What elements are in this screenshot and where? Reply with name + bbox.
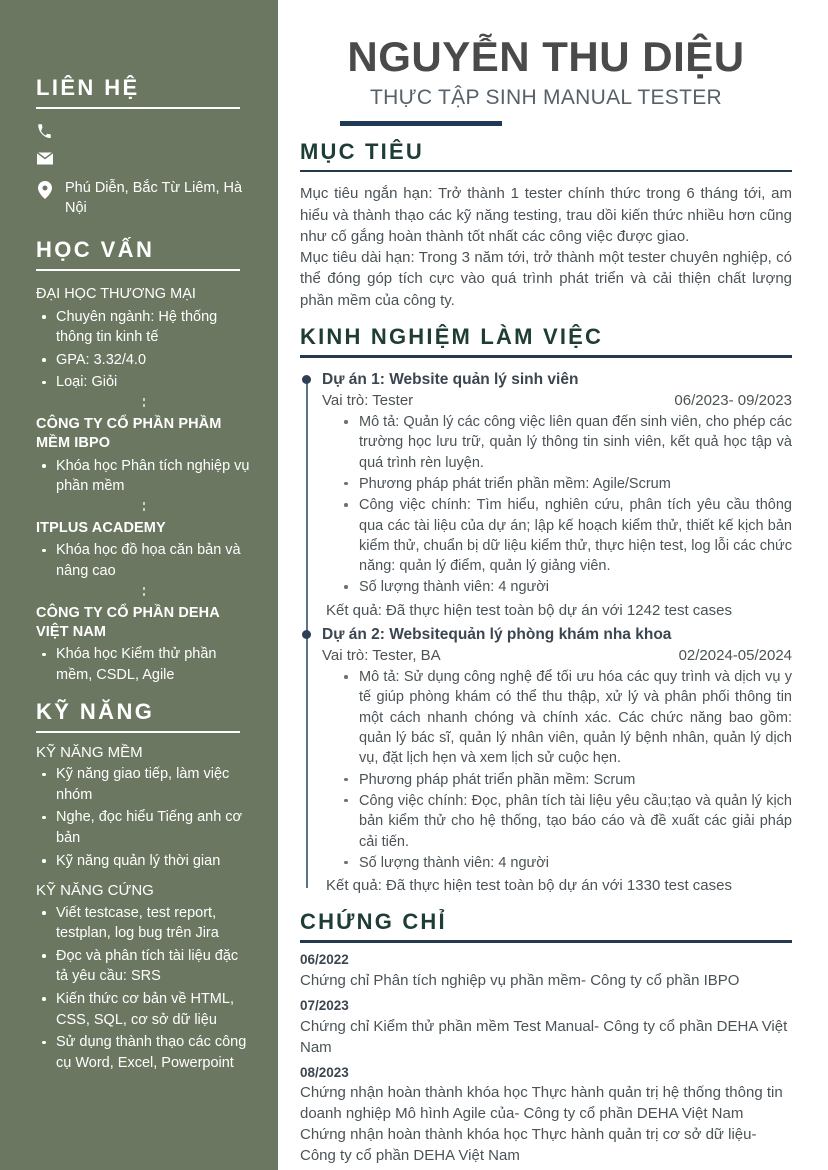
project-result: Kết quả: Đã thực hiện test toàn bộ dự án với 1330 test cases	[326, 877, 732, 895]
education-org: ITPLUS ACADEMY	[36, 519, 166, 536]
education-org: CÔNG TY CỔ PHẦN DEHA VIỆT NAM	[36, 604, 220, 640]
education-entry	[36, 285, 252, 393]
title-accent-bar	[340, 121, 502, 126]
project-title: Dự án 1: Website quản lý sinh viên	[322, 370, 579, 388]
certificate-text: Chứng chỉ Kiểm thử phần mềm Test Manual- Công ty cổ phần DEHA Việt Nam	[300, 1017, 788, 1056]
list-item: Khóa học đồ họa căn bản và nâng cao	[36, 540, 252, 581]
experience-section	[300, 325, 792, 896]
list-item: Kỹ năng quản lý thời gian	[36, 851, 252, 872]
certificate-date: 07/2023	[300, 997, 349, 1013]
list-item: Số lượng thành viên: 4 người	[344, 577, 792, 597]
skills-heading-rule	[36, 731, 240, 733]
project-meta	[322, 646, 792, 666]
project-role: Vai trò: Tester, BA	[322, 646, 441, 664]
certificate-entry	[300, 997, 792, 1058]
contact-row-email	[36, 150, 252, 167]
certificates-heading-rule	[300, 940, 792, 943]
certificate-date: 08/2023	[300, 1064, 349, 1080]
education-items	[36, 644, 252, 685]
divider	[36, 393, 252, 415]
experience-heading-rule	[300, 355, 792, 358]
certificate-entry	[300, 951, 792, 991]
list-item: Công việc chính: Đọc, phân tích tài liệu yêu cầu;tạo và quản lý kịch bản kiểm thử cho hệ thống, tạo báo cáo và đề xuất các giải pháp cải tiến.	[344, 791, 792, 852]
certificates-section	[300, 910, 792, 1166]
objective-paragraph: Mục tiêu dài hạn: Trong 3 năm tới, trở thành một tester chuyên nghiệp, có thể đóng góp tích cực vào quá trình phát triển và cải thiện chất lượng phần mềm của công ty.	[300, 249, 792, 309]
experience-timeline	[300, 370, 792, 896]
project-meta	[322, 391, 792, 411]
timeline-dot-icon	[302, 630, 311, 639]
email-icon	[36, 150, 53, 165]
job-title: THỰC TẬP SINH MANUAL TESTER	[370, 86, 722, 110]
education-entry	[36, 604, 252, 686]
list-item: Viết testcase, test report, testplan, log bug trên Jira	[36, 903, 252, 944]
location-icon	[36, 179, 53, 199]
main-content	[278, 0, 828, 1170]
list-item: Chuyên ngành: Hệ thống thông tin kinh tế	[36, 307, 252, 348]
list-item: Kỹ năng giao tiếp, làm việc nhóm	[36, 764, 252, 805]
hard-skills-label: KỸ NĂNG CỨNG	[36, 882, 154, 900]
objective-paragraph: Mục tiêu ngắn hạn: Trở thành 1 tester chính thức trong 6 tháng tới, am hiểu và thành thạo các kỹ năng testing, trau dồi kiến thức nhiều hơn cũng như cố gắng hoàn thành tốt nhất các công việc được giao.	[300, 185, 792, 245]
education-org: CÔNG TY CỔ PHẦN PHẦM MỀM IBPO	[36, 415, 222, 452]
divider	[36, 582, 252, 604]
education-items	[36, 307, 252, 393]
soft-skills-label: KỸ NĂNG MỀM	[36, 743, 143, 761]
list-item: Kiến thức cơ bản về HTML, CSS, SQL, cơ sở dữ liệu	[36, 989, 252, 1030]
certificate-text: Chứng chỉ Phân tích nghiệp vụ phần mềm- Công ty cổ phần IBPO	[300, 971, 740, 989]
sidebar	[0, 0, 278, 1170]
list-item: Số lượng thành viên: 4 người	[344, 853, 792, 873]
list-item: Khóa học Phân tích nghiệp vụ phần mềm	[36, 456, 252, 497]
soft-skills-list	[36, 764, 252, 871]
list-item: Phương pháp phát triển phần mềm: Scrum	[344, 770, 792, 790]
project-title: Dự án 2: Websitequản lý phòng khám nha khoa	[322, 625, 672, 643]
list-item: Đọc và phân tích tài liệu đặc tả yêu cầu: SRS	[36, 946, 252, 987]
education-heading: HỌC VẤN	[36, 237, 155, 263]
experience-project	[322, 625, 792, 896]
experience-project	[322, 370, 792, 621]
certificate-text: Chứng nhận hoàn thành khóa học Thực hành quản trị hệ thống thông tin doanh nghiệp Mô hình Agile của- Công ty cổ phần DEHA Việt Nam	[300, 1084, 783, 1123]
list-item: Công việc chính: Tìm hiểu, nghiên cứu, phân tích yêu cầu thông qua các tài liệu của dự án; lập kế hoạch kiểm thử, thiết kế kịch bản kiểm thử, chuẩn bị dữ liệu kiểm thử, thực hiện test, log lỗi các chức năng: quản lý điểm, quản lý giảng viên.	[344, 495, 792, 576]
project-dates: 06/2023- 09/2023	[674, 391, 792, 409]
education-entry	[36, 519, 252, 582]
project-dates: 02/2024-05/2024	[678, 646, 792, 664]
project-bullets	[322, 412, 792, 598]
contact-heading: LIÊN HỆ	[36, 75, 140, 100]
list-item: Mô tả: Sử dụng công nghệ để tối ưu hóa các quy trình và dịch vụ y tế giúp phòng khám có thể thu thập, xử lý và phân phối thông tin một cách nhanh chóng và chính xác. Các chức năng bao gồm: quản lý bác sĩ, quản lý nhân viên, quản lý bệnh nhân, quản lý dịch vụ, đặt lịch hẹn và xem lịch sử cuộc hẹn.	[344, 667, 792, 768]
list-item: Khóa học Kiểm thử phần mềm, CSDL, Agile	[36, 644, 252, 685]
education-items	[36, 540, 252, 581]
contact-section	[36, 76, 252, 218]
education-section	[36, 238, 252, 686]
education-items	[36, 456, 252, 497]
divider	[36, 497, 252, 519]
certificates-heading: CHỨNG CHỈ	[300, 909, 447, 935]
list-item: Sử dụng thành thạo các công cụ Word, Excel, Powerpoint	[36, 1032, 252, 1073]
project-bullets	[322, 667, 792, 873]
list-item: Mô tả: Quản lý các công việc liên quan đến sinh viên, cho phép các trường học lưu trữ, quản lý thông tin sinh viên, kết quả học tập và quá trình rèn luyện.	[344, 412, 792, 473]
hard-skills-list	[36, 903, 252, 1074]
objective-section	[300, 140, 792, 311]
location-value: Phú Diễn, Bắc Từ Liêm, Hà Nội	[65, 180, 243, 216]
skills-section	[36, 700, 252, 1074]
education-entry	[36, 415, 252, 497]
project-result: Kết quả: Đã thực hiện test toàn bộ dự án với 1242 test cases	[326, 601, 732, 619]
objective-body	[300, 183, 792, 311]
certificate-date: 06/2022	[300, 951, 349, 967]
experience-heading: KINH NGHIỆM LÀM VIỆC	[300, 324, 604, 350]
list-item: Loại: Giỏi	[36, 372, 252, 393]
list-item: Phương pháp phát triển phần mềm: Agile/Scrum	[344, 474, 792, 494]
certificate-text: Chứng nhận hoàn thành khóa học Thực hành quản trị cơ sở dữ liệu- Công ty cổ phần DEHA Việt Nam	[300, 1126, 757, 1165]
contact-row-location	[36, 179, 252, 218]
objective-heading: MỤC TIÊU	[300, 138, 424, 164]
contact-heading-rule	[36, 107, 240, 109]
list-item: Nghe, đọc hiểu Tiếng anh cơ bản	[36, 807, 252, 848]
education-org: ĐẠI HỌC THƯƠNG MẠI	[36, 286, 196, 303]
list-item: GPA: 3.32/4.0	[36, 350, 252, 371]
certificate-entry	[300, 1064, 792, 1167]
project-role: Vai trò: Tester	[322, 391, 414, 409]
objective-heading-rule	[300, 170, 792, 173]
timeline-dot-icon	[302, 375, 311, 384]
contact-row-phone	[36, 121, 252, 138]
page-title: NGUYỄN THU DIỆU	[347, 33, 745, 80]
skills-heading: KỸ NĂNG	[36, 698, 155, 724]
phone-icon	[36, 121, 53, 138]
